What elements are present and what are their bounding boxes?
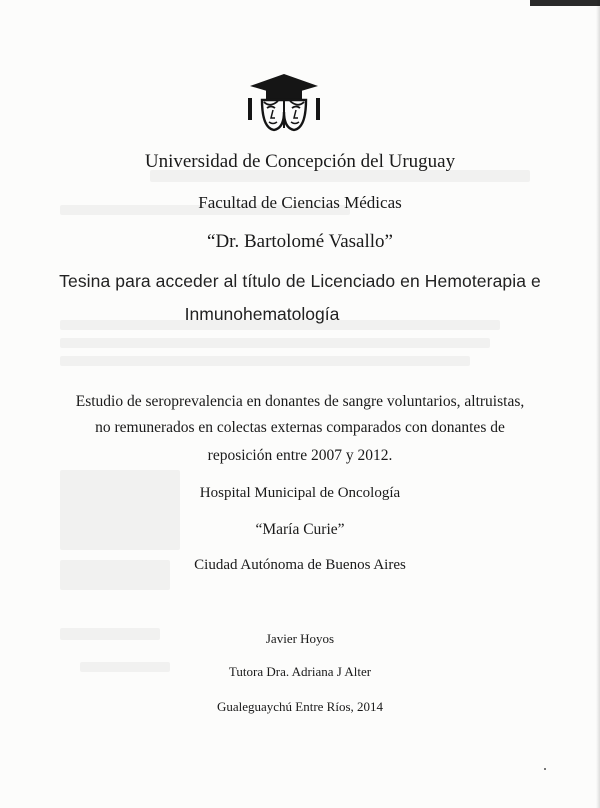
bleed-through xyxy=(60,356,470,366)
university-crest-icon xyxy=(244,72,324,134)
scan-edge xyxy=(530,0,600,6)
faculty-name: Facultad de Ciencias Médicas xyxy=(198,193,402,212)
hospital-honorific-name: “María Curie” xyxy=(255,521,345,538)
study-title-line-3: reposición entre 2007 y 2012. xyxy=(207,447,393,464)
faculty-honorific-name: “Dr. Bartolomé Vasallo” xyxy=(207,231,393,252)
bleed-through xyxy=(60,470,180,550)
bleed-through xyxy=(60,338,490,348)
city-name: Ciudad Autónoma de Buenos Aires xyxy=(194,557,406,573)
scan-speck xyxy=(544,768,546,770)
hospital-name: Hospital Municipal de Oncología xyxy=(199,485,401,501)
thesis-purpose-line-2: Inmunohematología xyxy=(184,304,340,324)
tutor-name: Tutora Dra. Adriana J Alter xyxy=(228,664,372,679)
study-title-line-1: Estudio de seroprevalencia en donantes de sangre voluntarios, altruistas, xyxy=(75,393,525,410)
university-name: Universidad de Concepción del Uruguay xyxy=(144,151,456,172)
study-title-line-2: no remunerados en colectas externas comparados con donantes de xyxy=(95,419,505,436)
place-and-date: Gualeguaychú Entre Ríos, 2014 xyxy=(216,699,384,714)
thesis-purpose-line-1: Tesina para acceder al título de Licenciado en Hemoterapia e xyxy=(59,271,541,291)
author-name: Javier Hoyos xyxy=(265,631,335,646)
